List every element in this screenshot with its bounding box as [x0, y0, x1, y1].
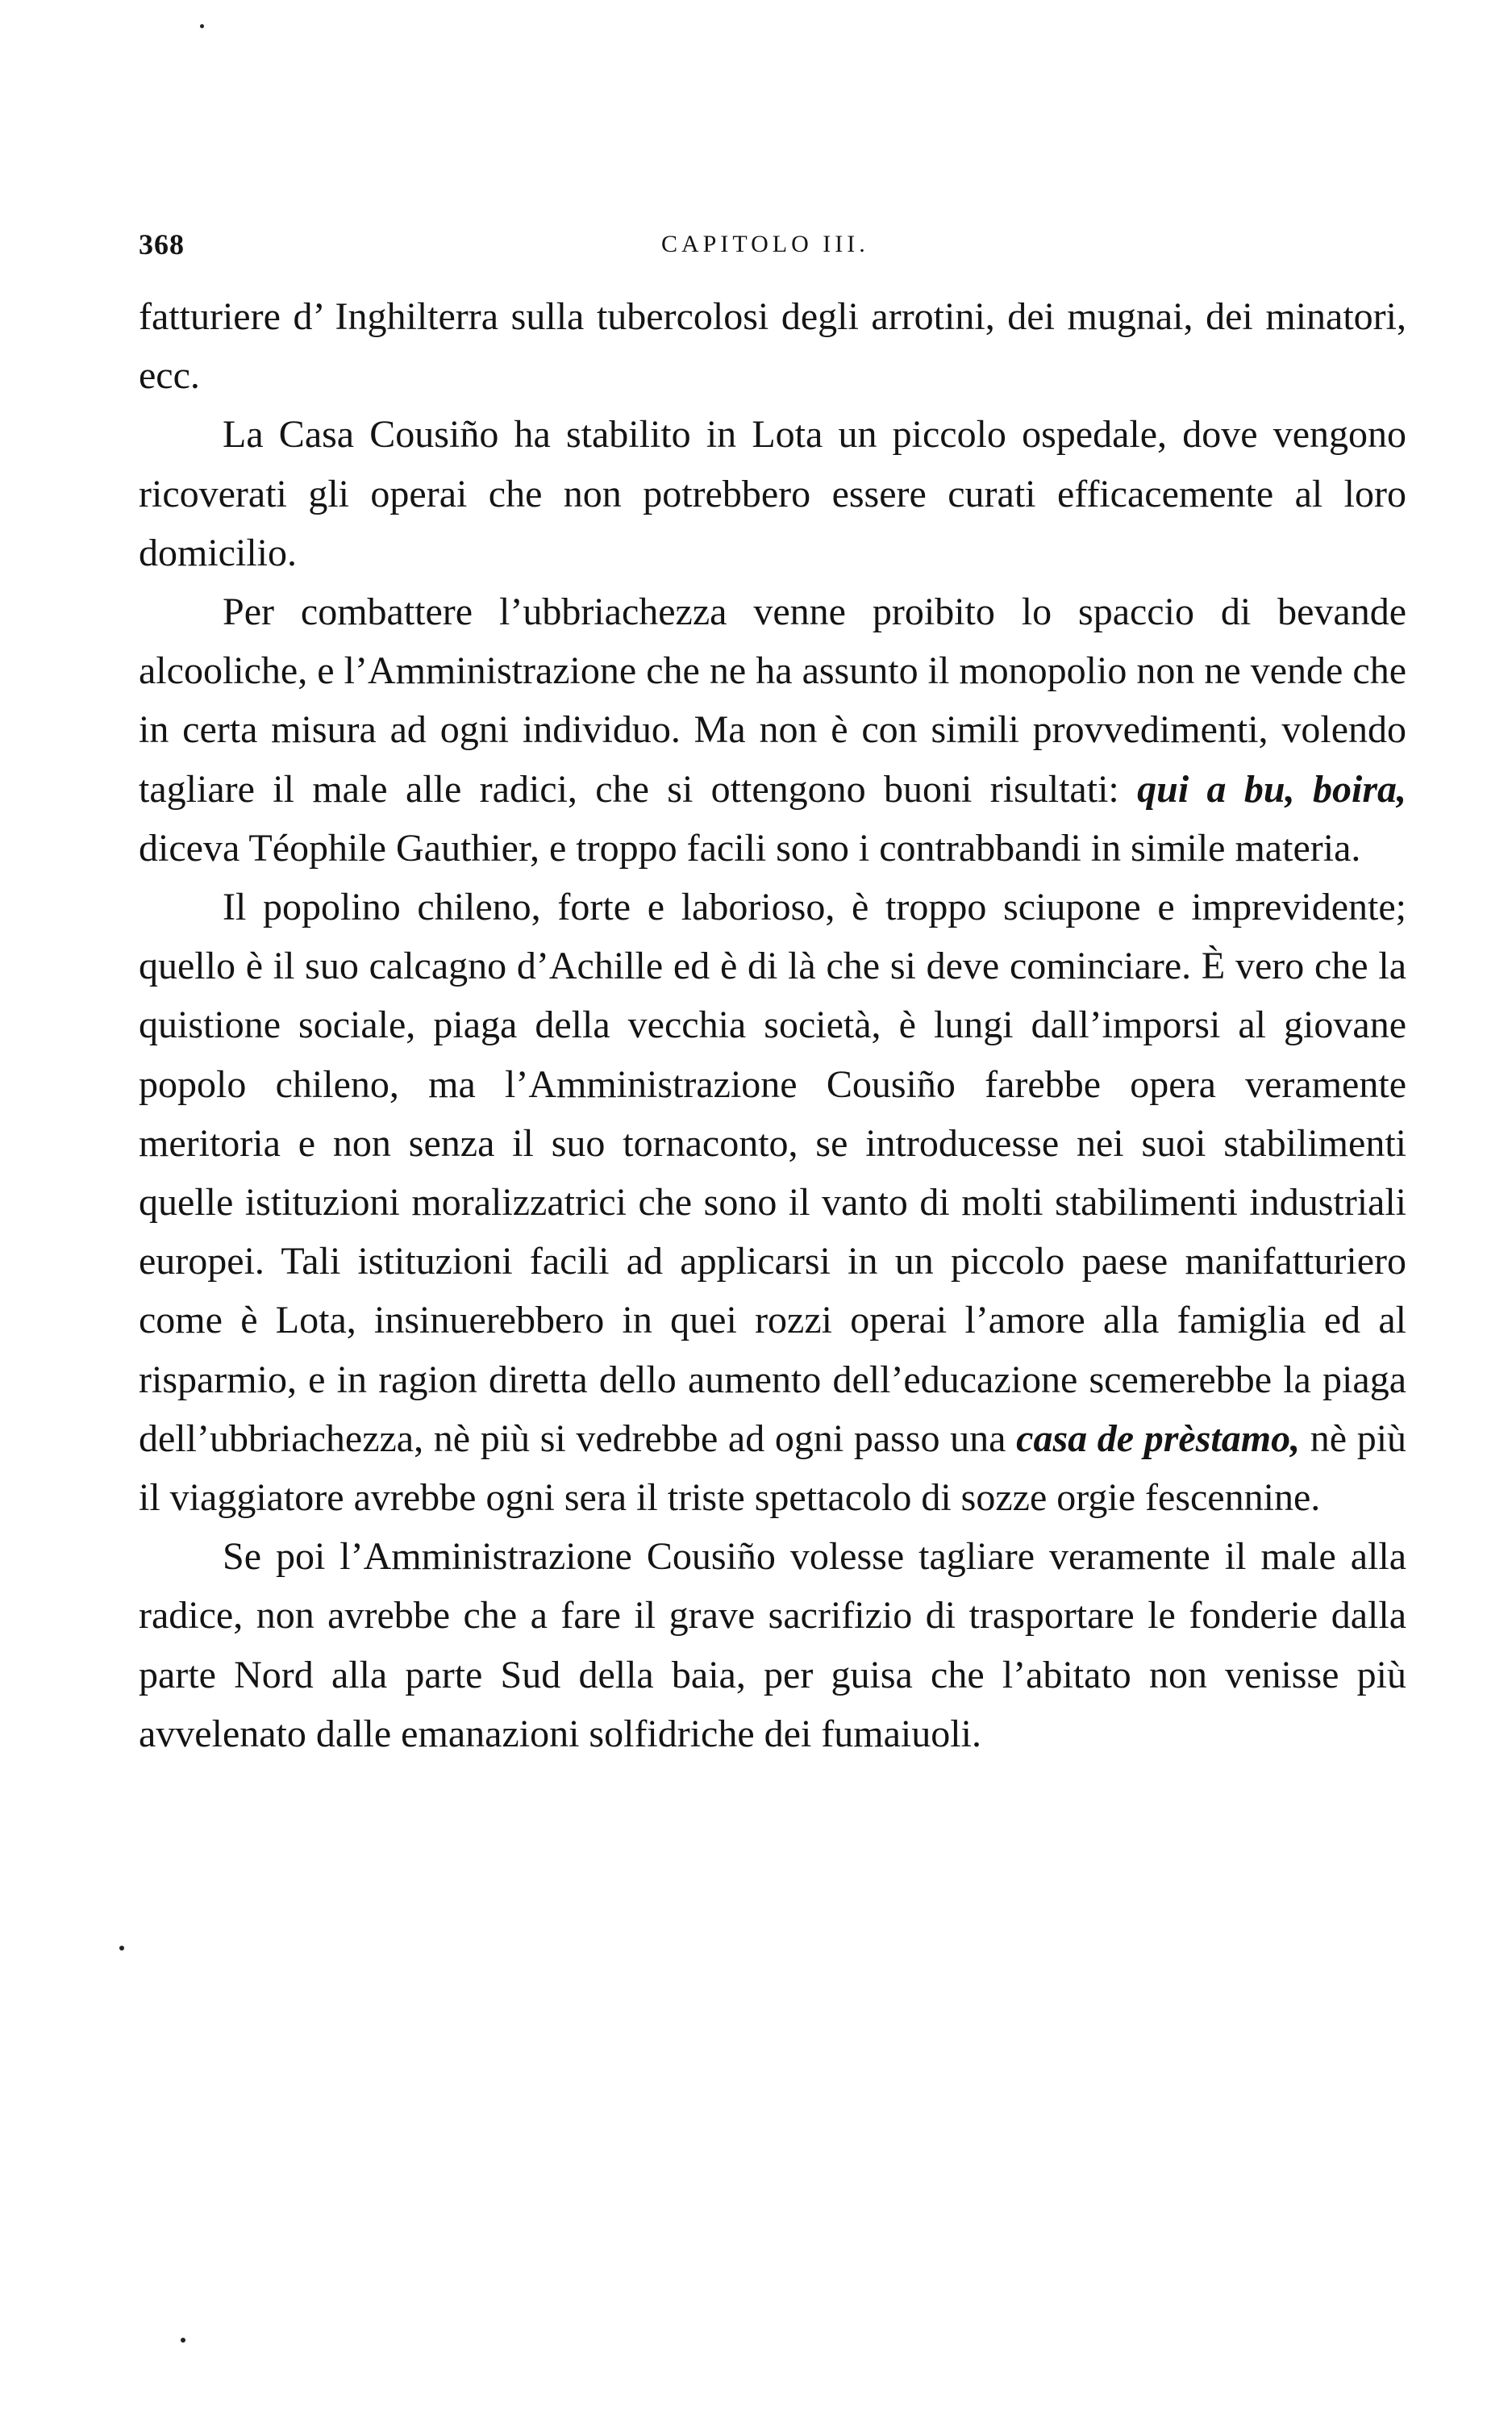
paragraph: Se poi l’Amministrazione Cousiño volesse tagliare veramente il male alla radice, non avrebbe che a fare il grave sacrifizio di trasportare le fonderie dalla parte Nord alla parte Sud della baia, per guisa che l’abitato non venisse più avvelenato dalle emanazioni solfidriche dei fumaiuoli. — [139, 1535, 1406, 1755]
paragraph-text: diceva Téophile Gauthier, e troppo facili sono i contrabbandi in simile materia. — [139, 826, 1361, 870]
ink-speck — [200, 24, 204, 28]
italic-quote: casa de prèstamo, — [1016, 1417, 1301, 1460]
ink-speck — [181, 2338, 185, 2343]
paragraph: La Casa Cousiño ha stabilito in Lota un piccolo ospedale, dove vengono ricoverati gli operai che non potrebbero essere curati efficacemente al loro domicilio. — [139, 413, 1406, 574]
paragraph: fatturiere d’ Inghilterra sulla tubercolosi degli arrotini, dei mugnai, dei minatori, ecc. — [139, 295, 1406, 398]
paragraph — [139, 582, 1406, 878]
paragraph-text: Per combattere l’ubbriachezza venne proibito lo spaccio di bevande alcooliche, e l’Amministrazione che ne ha assunto il monopolio non ne vende che in certa misura ad ogni individuo. Ma non è con simili provvedimenti, volendo tagliare il male alle radici, che si ottengono buoni risultati: — [139, 590, 1406, 811]
running-head: CAPITOLO III. — [661, 231, 869, 257]
paragraph-text: nè più il viaggiatore avrebbe ogni sera il triste spettacolo di sozze orgie fescennine. — [139, 1417, 1407, 1520]
paragraph-text: Il popolino chileno, forte e laborioso, è troppo sciupone e imprevidente; quello è il suo calcagno d’Achille ed è di là che si deve cominciare. È vero che la quistione sociale, piaga della vecchia società, è lungi dall’imporsi al giovane popolo chileno, ma l’Amministrazione Cousiño farebbe opera veramente meritoria e non senza il suo tornaconto, se introducesse nei suoi stabilimenti quelle istituzioni moralizzatrici che sono il vanto di molti stabilimenti industriali europei. Tali istituzioni facili ad applicarsi in un piccolo paese manifatturiero come è Lota, insinuerebbero in quei rozzi operai l’amore alla famiglia ed al risparmio, e in ragion diretta dello aumento dell’educazione scemerebbe la piaga dell’ubbriachezza, nè più si vedrebbe ad ogni passo una — [139, 886, 1406, 1460]
body-text — [139, 287, 1406, 1763]
page-number: 368 — [139, 228, 185, 261]
ink-speck — [119, 1946, 124, 1951]
paragraph — [139, 878, 1406, 1527]
italic-quote: qui a bu, boira, — [1137, 767, 1407, 811]
page-header — [139, 227, 1397, 276]
